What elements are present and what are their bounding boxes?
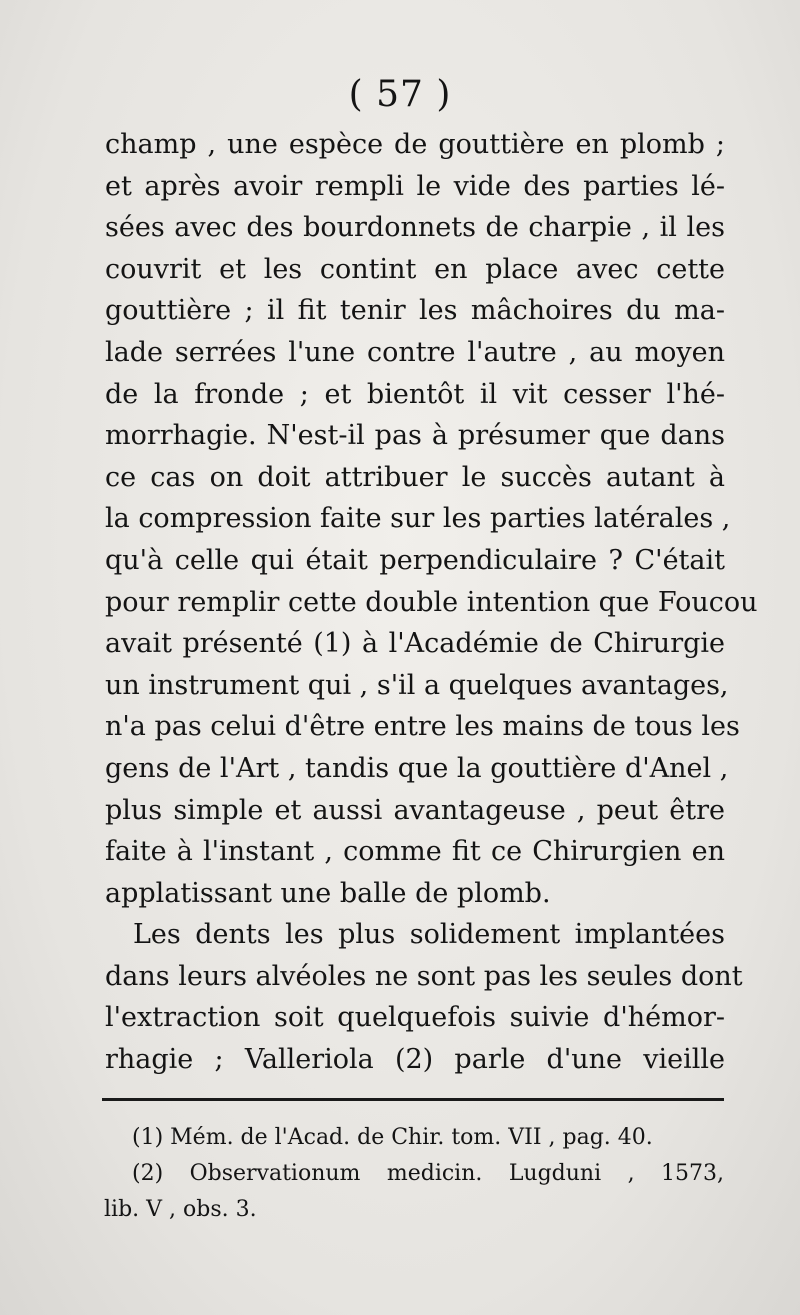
text-line: et après avoir rempli le vide des parties lé- [105, 170, 725, 202]
text-line: n'a pas celui d'être entre les mains de tous les [105, 711, 740, 743]
text-line: avait présenté (1) à l'Académie de Chirurgie [105, 628, 725, 660]
text-line: l'extraction soit quelquefois suivie d'hémor- [105, 1002, 725, 1034]
text-line: dans leurs alvéoles ne sont pas les seules dont [105, 960, 743, 992]
text-line: sées avec des bourdonnets de charpie , il les [105, 212, 725, 244]
paragraph-start-line: Les dents les plus solidement implantées [133, 919, 725, 951]
text-line: morrhagie. N'est-il pas à présumer que dans [105, 420, 725, 452]
text-line: couvrit et les contint en place avec cette [105, 253, 725, 285]
text-line: pour remplir cette double intention que Foucou [105, 586, 758, 618]
text-line: plus simple et aussi avantageuse , peut être [105, 794, 725, 826]
text-line: un instrument qui , s'il a quelques avantages, [105, 669, 729, 701]
text-line: faite à l'instant , comme fit ce Chirurgien en [105, 836, 725, 868]
text-line: champ , une espèce de gouttière en plomb ; [105, 129, 725, 160]
footnotes [104, 1120, 724, 1228]
footnote-2: (2) Observationum medicin. Lugduni , 1573, [132, 1161, 724, 1186]
text-line: rhagie ; Valleriola (2) parle d'une vieille [105, 1044, 725, 1076]
page-number: ( 57 ) [348, 74, 452, 115]
text-line: de la fronde ; et bientôt il vit cesser l'hé- [105, 378, 725, 410]
text-line: qu'à celle qui était perpendiculaire ? C'était [105, 544, 725, 576]
text-line: gouttière ; il fit tenir les mâchoires du ma- [105, 295, 725, 327]
footnote-1: (1) Mém. de l'Acad. de Chir. tom. VII , pag. 40. [132, 1125, 653, 1150]
text-line: gens de l'Art , tandis que la gouttière d'Anel , [105, 752, 729, 784]
text-line: applatissant une balle de plomb. [105, 877, 551, 909]
text-line: ce cas on doit attribuer le succès autant à [105, 461, 725, 493]
text-line: lade serrées l'une contre l'autre , au moyen [105, 336, 725, 368]
text-line: la compression faite sur les parties latérales , [105, 503, 731, 535]
body-text [105, 124, 758, 1081]
footnote-divider [102, 1098, 724, 1101]
footnote-2-continuation: lib. V , obs. 3. [104, 1197, 257, 1222]
